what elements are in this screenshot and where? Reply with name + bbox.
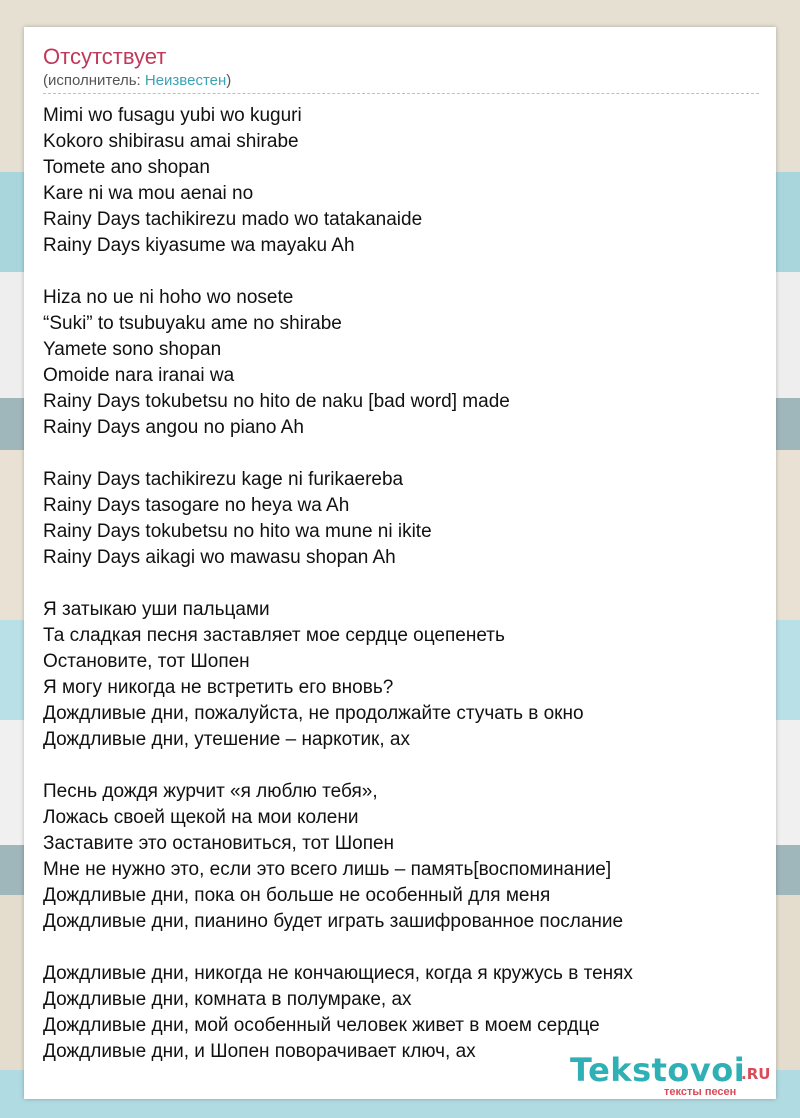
lyric-line: Ложась своей щекой на мои колени — [43, 807, 359, 828]
lyric-line: Песнь дождя журчит «я люблю тебя», — [43, 781, 378, 802]
stanza-break — [43, 441, 759, 467]
stanza-break — [43, 935, 759, 961]
lyric-line: Дождливые дни, пожалуйста, не продолжайте стучать в окно — [43, 703, 584, 724]
logo-tagline: тексты песен — [664, 1086, 737, 1098]
artist-line — [43, 72, 231, 90]
lyric-line: Yamete sono shopan — [43, 339, 222, 360]
lyric-line: Остановите, тот Шопен — [43, 651, 250, 672]
lyric-line: Tomete ano shopan — [43, 157, 210, 178]
logo-name: Tekstovoi — [570, 1051, 746, 1089]
header-divider — [43, 93, 759, 94]
stanza-break — [43, 259, 759, 285]
lyric-line: Rainy Days tokubetsu no hito de naku [bad word] made — [43, 391, 510, 412]
lyric-line: Mimi wo fusagu yubi wo kuguri — [43, 105, 302, 126]
artist-prefix: (исполнитель: — [43, 72, 145, 89]
lyric-line: Дождливые дни, комната в полумраке, ах — [43, 989, 412, 1010]
lyric-line: Rainy Days tokubetsu no hito wa mune ni ikite — [43, 521, 432, 542]
lyric-line: Дождливые дни, мой особенный человек живет в моем сердце — [43, 1015, 600, 1036]
lyric-line: Дождливые дни, пианино будет играть зашифрованное послание — [43, 911, 624, 932]
site-logo[interactable] — [570, 1052, 775, 1102]
lyric-line: Мне не нужно это, если это всего лишь – память[воспоминание] — [43, 859, 612, 880]
lyric-line: Rainy Days aikagi wo mawasu shopan Ah — [43, 547, 396, 568]
lyric-line: Rainy Days kiyasume wa mayaku Ah — [43, 235, 355, 256]
lyric-line: “Suki” to tsubuyaku ame no shirabe — [43, 313, 342, 334]
lyric-line: Дождливые дни, пока он больше не особенный для меня — [43, 885, 551, 906]
lyric-line: Rainy Days tachikirezu mado wo tatakanaide — [43, 209, 423, 230]
lyric-line: Дождливые дни, утешение – наркотик, ах — [43, 729, 410, 750]
lyric-line: Rainy Days tasogare no heya wa Ah — [43, 495, 350, 516]
logo-tld: .RU — [741, 1065, 771, 1083]
lyrics-sheet — [24, 27, 776, 1099]
lyric-line: Hiza no ue ni hoho wo nosete — [43, 287, 294, 308]
lyric-line: Kokoro shibirasu amai shirabe — [43, 131, 299, 152]
lyric-line: Заставите это остановиться, тот Шопен — [43, 833, 395, 854]
lyric-line: Rainy Days tachikirezu kage ni furikaereba — [43, 469, 404, 490]
artist-link[interactable]: Неизвестен — [144, 72, 227, 89]
lyric-line: Я могу никогда не встретить его вновь? — [43, 677, 394, 698]
lyric-line: Дождливые дни, никогда не кончающиеся, когда я кружусь в тенях — [43, 963, 633, 984]
lyric-line: Omoide nara iranai wa — [43, 365, 235, 386]
lyrics-body — [43, 103, 759, 1065]
lyric-line: Я затыкаю уши пальцами — [43, 599, 270, 620]
stanza-break — [43, 753, 759, 779]
lyric-line: Дождливые дни, и Шопен поворачивает ключ, ах — [43, 1041, 476, 1062]
lyric-line: Та сладкая песня заставляет мое сердце оцепенеть — [43, 625, 505, 646]
stanza-break — [43, 571, 759, 597]
song-title: Отсутствует — [43, 44, 167, 69]
artist-suffix: ) — [226, 72, 232, 89]
lyric-line: Kare ni wa mou aenai no — [43, 183, 254, 204]
lyric-line: Rainy Days angou no piano Ah — [43, 417, 304, 438]
